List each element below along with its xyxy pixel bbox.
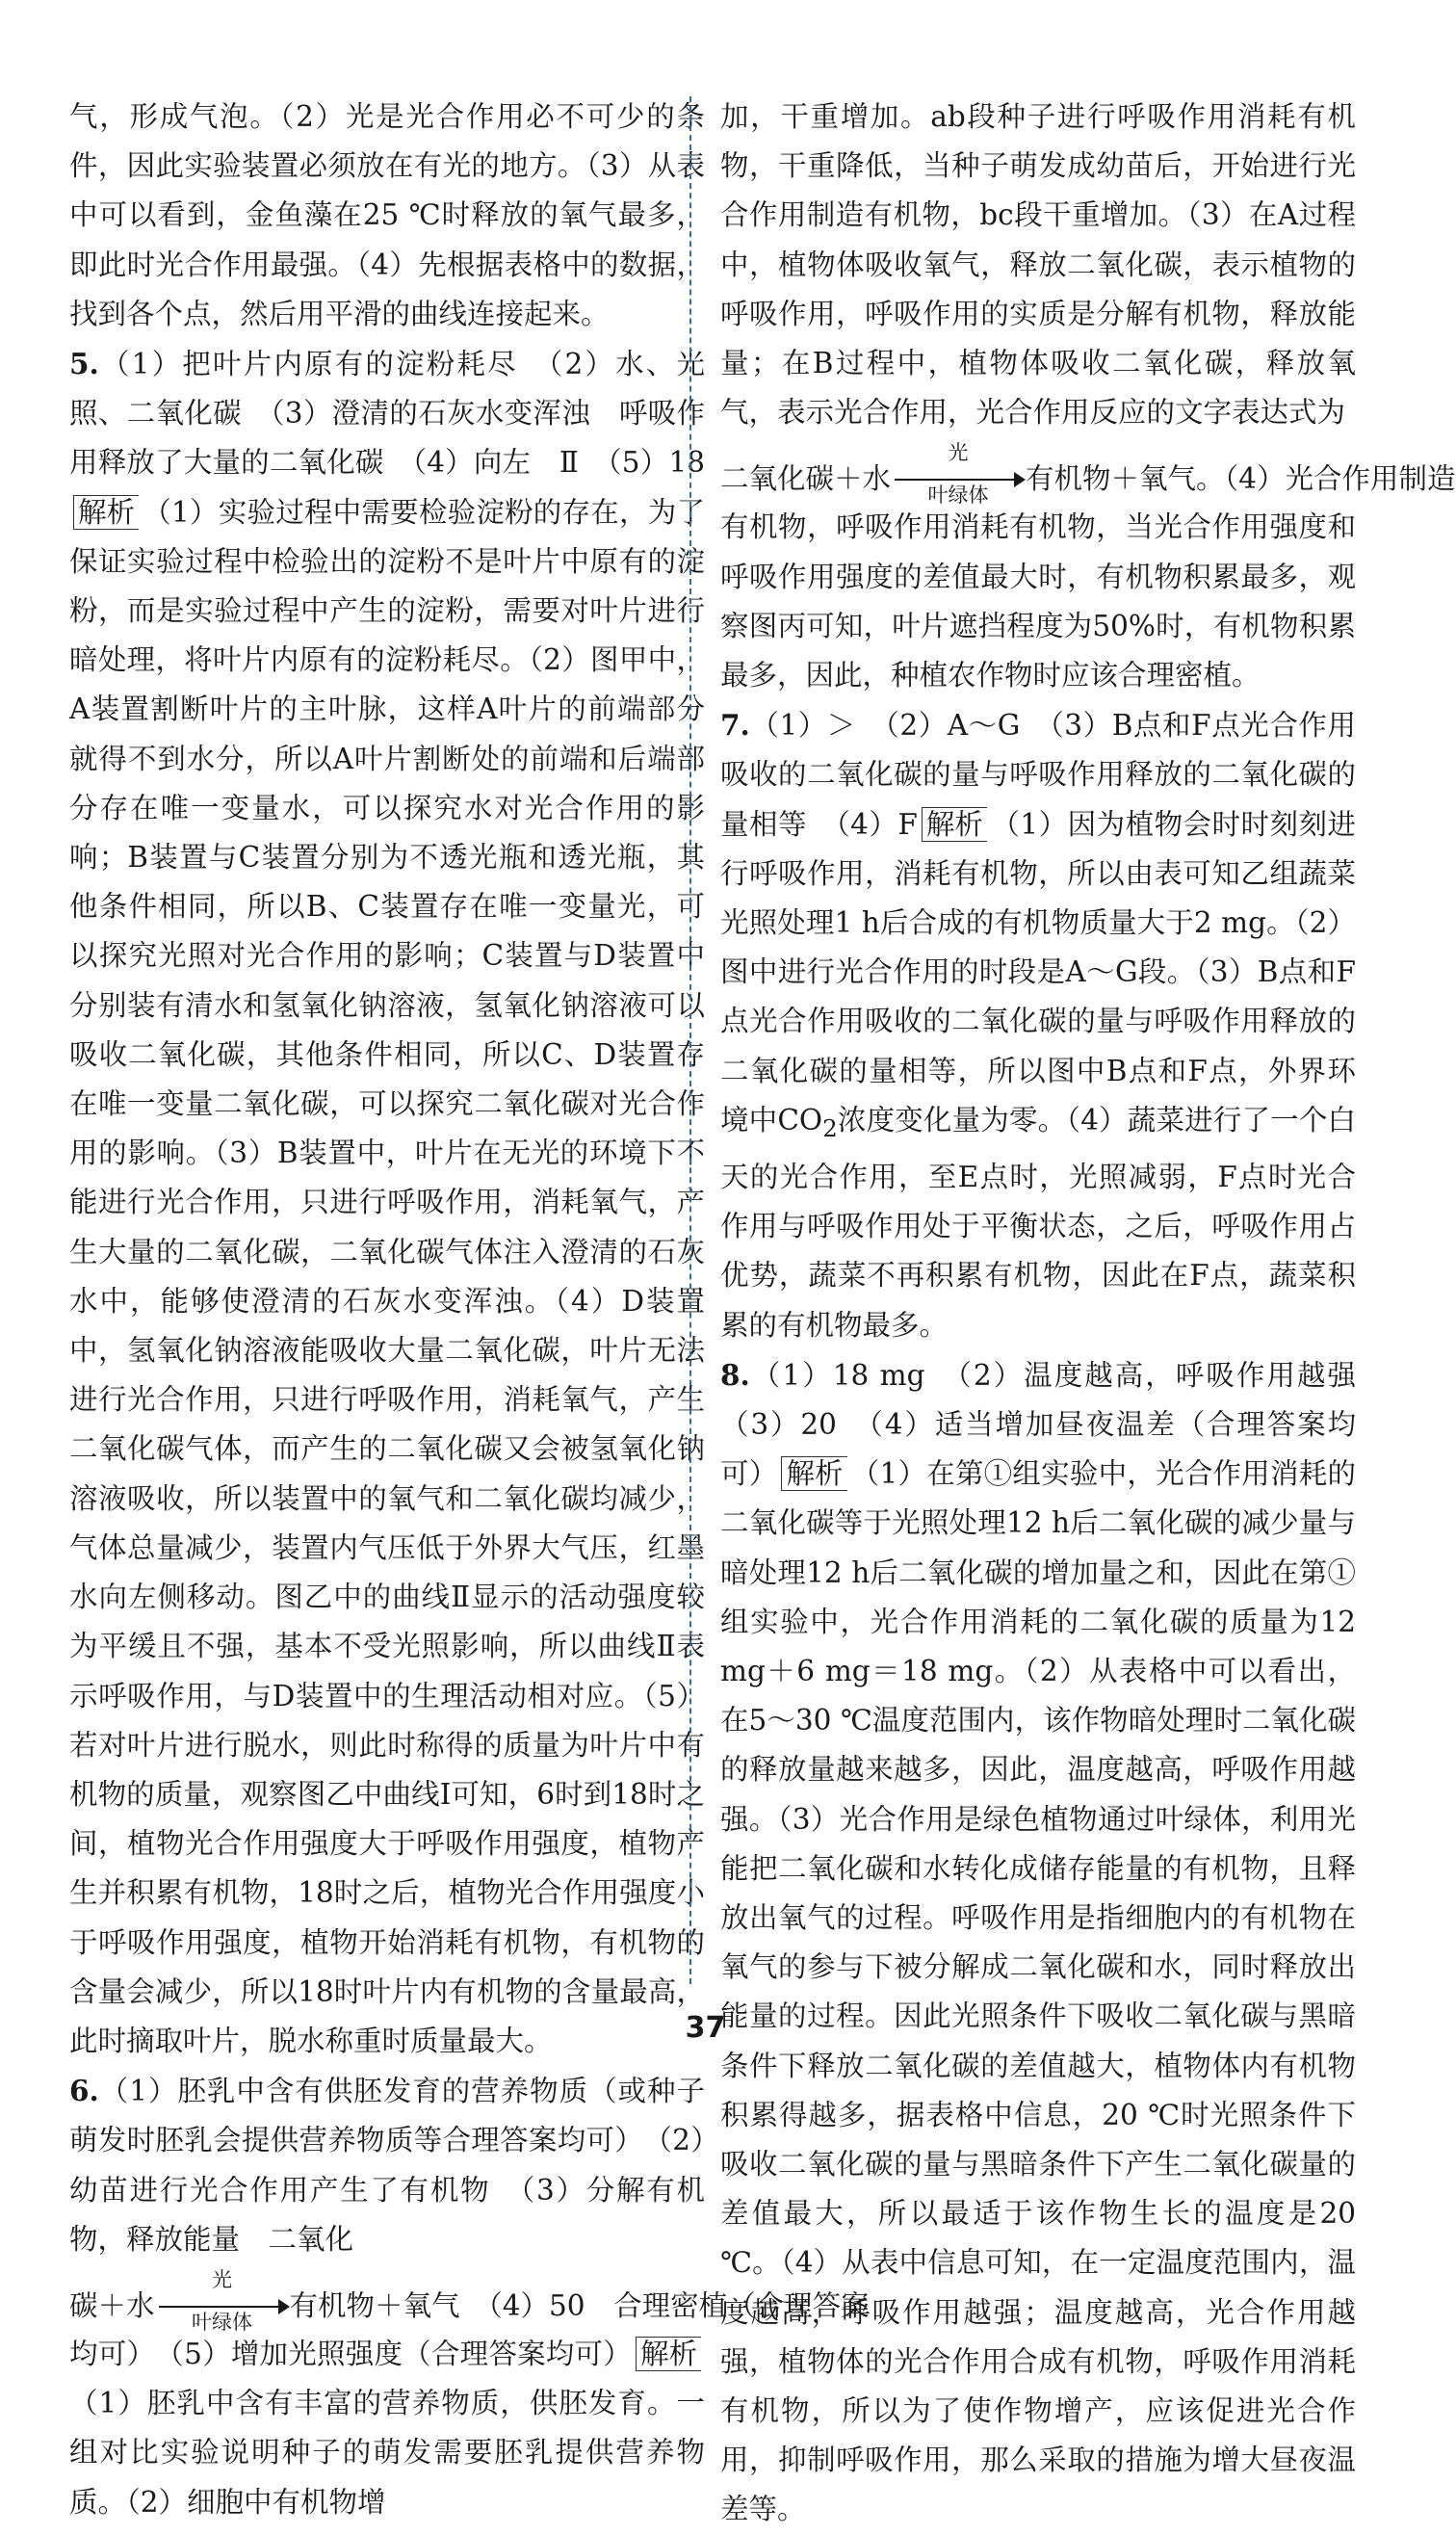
analysis-label: 解析 (781, 1456, 846, 1491)
question-5 (69, 339, 705, 2066)
question-8 (720, 1350, 1385, 2535)
q4-continuation: 气，形成气泡。（2）光是光合作用必不可少的条件，因此实验装置必须放在有光的地方。（3）从表中可以看到，金鱼藻在25 ℃时释放的氧气最多，即此时光合作用最强。（4）先根据表格中的数据，找到各个点，然后用平滑的曲线连接起来。 (69, 100, 705, 330)
analysis-text: （1）在第①组实验中，光合作用消耗的二氧化碳等于光照处理12 h后二氧化碳的减少量与暗处理12 h后二氧化碳的增加量之和，因此在第①组实验中，光合作用消耗的二氧化碳的质量为12 mg＋6 mg＝18 mg。（2）从表格中可以看出，在5～30 ℃温度范围内，该作物暗处理时二氧化碳的释放量越来越多，因此，温度越高，呼吸作用越强。（3）光合作用是绿色植物通过叶绿体，利用光能把二氧化碳和水转化成储存能量的有机物，且释放出氧气的过程。呼吸作用是指细胞内的有机物在氧气的参与下被分解成二氧化碳和水，同时释放出能量的过程。因此光照条件下吸收二氧化碳与黑暗条件下释放二氧化碳的差值越大，植物体内有机物积累得越多，据表格中信息，20 ℃时光照条件下吸收二氧化碳的量与黑暗条件下产生二氧化碳量的差值最大，所以最适于该作物生长的温度是20 ℃。（4）从表中信息可知，在一定温度范围内，温度越高，呼吸作用越强；温度越高，光合作用越强，植物体的光合作用合成有机物，呼吸作用消耗有机物，所以为了使作物增产，应该促进光合作用，抑制呼吸作用，那么采取的措施为增大昼夜温差等。 (720, 1457, 1356, 2526)
q6-continuation-end: 有机物，呼吸作用消耗有机物，当光合作用强度和呼吸作用强度的差值最大时，有机物积累最多，观察图丙可知，叶片遮挡程度为50%时，有机物积累最多，因此，种植农作物时应该合理密植。 (720, 510, 1356, 693)
answer-text: （1）把叶片内原有的淀粉耗尽 （2）水、光照、二氧化碳 （3）澄清的石灰水变浑浊 呼吸作用释放了大量的二氧化碳 （4）向左 Ⅱ （5）18 (69, 348, 705, 480)
page-number: 37 (685, 2011, 726, 2045)
question-number: 8. (720, 1357, 750, 1392)
right-column (720, 92, 1456, 2535)
question-7 (720, 700, 1356, 1350)
analysis-label: 解析 (636, 2337, 701, 2371)
co2-subscript: 2 (822, 1113, 838, 1142)
analysis-label: 解析 (922, 807, 987, 842)
answer-text: （1）18 mg （2）温度越高，呼吸作用越强 （3）20 （4）适当增加昼夜温差（合理答案均可） (720, 1358, 1385, 1491)
question-6-analysis (69, 2330, 705, 2527)
reaction-condition-bottom: 叶绿体 (927, 483, 989, 508)
question-number: 6. (69, 2074, 99, 2108)
analysis-label: 解析 (73, 495, 139, 530)
equation-line (69, 2264, 870, 2334)
question-number: 5. (69, 347, 99, 381)
reaction-condition-top: 光 (212, 2267, 233, 2291)
analysis-text: （1）因为植物会时时刻刻进行呼吸作用，消耗有机物，所以由表可知乙组蔬菜光照处理1 h后合成的有机物质量大于2 mg。（2）图中进行光合作用的时段是A～G段。（3）B点和F点光合作用吸收的二氧化碳的量与呼吸作用释放的二氧化碳的量相等，所以图中B点和F点，外界环境中CO (720, 807, 1356, 1137)
reaction-condition-bottom: 叶绿体 (192, 2310, 253, 2334)
answer-text: （1）＞ （2）A～G （3）B点和F点光合作用吸收的二氧化碳的量与呼吸作用释放的二氧化碳的量相等 （4）F (720, 709, 1356, 841)
q6-continuation: 加，干重增加。ab段种子进行呼吸作用消耗有机物，干重降低，当种子萌发成幼苗后，开始进行光合作用制造有机物，bc段干重增加。（3）在A过程中，植物体吸收氧气，释放二氧化碳，表示植物的呼吸作用，呼吸作用的实质是分解有机物，释放能量；在B过程中，植物体吸收二氧化碳，释放氧气，表示光合作用，光合作用反应的文字表达式为 (720, 100, 1356, 430)
answer-text: 均可） （5）增加光照强度（合理答案均可） (69, 2337, 632, 2370)
reaction-arrow (155, 2267, 290, 2334)
equation-reactants: 碳＋水 (69, 2288, 155, 2322)
equation-products: 有机物＋氧气 （4）50 合理密植（合理答案 (289, 2288, 870, 2322)
reaction-condition-top: 光 (948, 441, 969, 465)
equation-products: 有机物＋氧气。（4）光合作用制造 (1026, 462, 1456, 496)
equation-reactants: 二氧化碳＋水 (720, 462, 892, 496)
column-divider (689, 96, 691, 1984)
analysis-text-end: 浓度变化量为零。（4）蔬菜进行了一个白天的光合作用，至E点时，光照减弱，F点时光合作用与呼吸作用处于平衡状态，之后，呼吸作用占优势，蔬菜不再积累有机物，因此在F点，蔬菜积累的有机物最多。 (720, 1103, 1356, 1342)
question-number: 7. (720, 708, 750, 743)
analysis-text: （1）胚乳中含有丰富的营养物质，供胚发育。一组对比实验说明种子的萌发需要胚乳提供营养物质。（2）细胞中有机物增 (69, 2387, 705, 2519)
question-6 (69, 2066, 705, 2264)
answer-text: （1）胚乳中含有供胚发育的营养物质（或种子萌发时胚乳会提供营养物质等合理答案均可） （2）幼苗进行光合作用产生了有机物 （3）分解有机物，释放能量 二氧化 (69, 2075, 705, 2256)
equation-line (720, 437, 1456, 508)
reaction-arrow (891, 441, 1026, 508)
analysis-text: （1）实验过程中需要检验淀粉的存在，为了保证实验过程中检验出的淀粉不是叶片中原有的淀粉，而是实验过程中产生的淀粉，需要对叶片进行暗处理，将叶片内原有的淀粉耗尽。（2）图甲中，A装置割断叶片的主叶脉，这样A叶片的前端部分就得不到水分，所以A叶片割断处的前端和后端部分存在唯一变量水，可以探究水对光合作用的影响；B装置与C装置分别为不透光瓶和透光瓶，其他条件相同，所以B、C装置存在唯一变量光，可以探究光照对光合作用的影响；C装置与D装置中分别装有清水和氢氧化钠溶液，氢氧化钠溶液可以吸收二氧化碳，其他条件相同，所以C、D装置存在唯一变量二氧化碳，可以探究二氧化碳对光合作用的影响。（3）B装置中，叶片在无光的环境下不能进行光合作用，只进行呼吸作用，消耗氧气，产生大量的二氧化碳，二氧化碳气体注入澄清的石灰水中，能够使澄清的石灰水变浑浊。（4）D装置中，氢氧化钠溶液能吸收大量二氧化碳，叶片无法进行光合作用，只进行呼吸作用，消耗氧气，产生二氧化碳气体，而产生的二氧化碳又会被氢氧化钠溶液吸收，所以装置中的氧气和二氧化碳均减少，气体总量减少，装置内气压低于外界大气压，红墨水向左侧移动。图乙中的曲线Ⅱ显示的活动强度较为平缓且不强，基本不受光照影响，所以曲线Ⅱ表示呼吸作用，与D装置中的生理活动相对应。（5）若对叶片进行脱水，则此时称得的质量为叶片中有机物的质量，观察图乙中曲线Ⅰ可知，6时到18时之间，植物光合作用强度大于呼吸作用强度，植物产生并积累有机物，18时之后，植物光合作用强度小于呼吸作用强度，植物开始消耗有机物，有机物的含量会减少，所以18时叶片内有机物的含量最高，此时摘取叶片，脱水称重时质量最大。 (69, 495, 705, 2057)
